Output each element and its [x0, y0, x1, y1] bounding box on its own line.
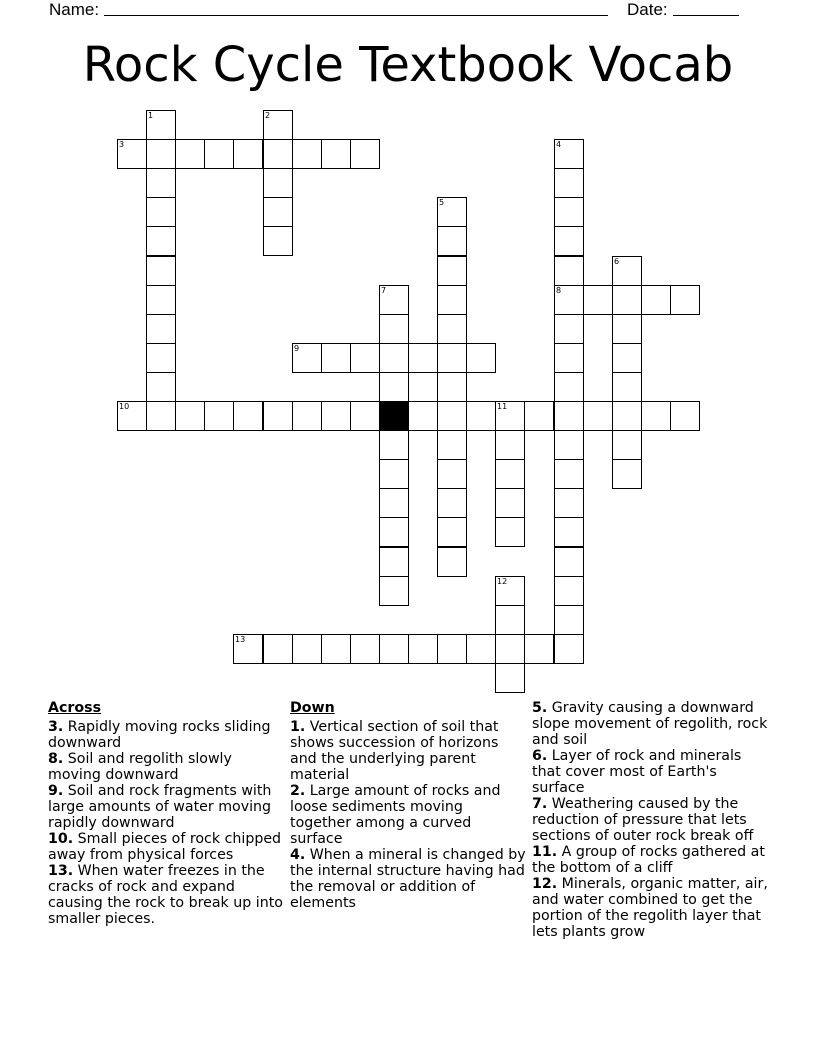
clue-down-5	[532, 700, 768, 748]
grid-cell[interactable]	[379, 488, 409, 518]
clue-down-11	[532, 844, 768, 876]
clue-text: Small pieces of rock chipped away from physical forces	[48, 831, 282, 863]
grid-cell[interactable]	[146, 197, 176, 227]
clue-down-6	[532, 748, 768, 796]
grid-cell[interactable]	[583, 285, 613, 315]
grid-cell[interactable]	[233, 401, 263, 431]
grid-cell[interactable]	[146, 110, 176, 140]
grid-cell[interactable]	[437, 401, 467, 431]
clue-number: 13.	[48, 863, 74, 879]
clue-number: 3.	[48, 719, 64, 735]
grid-cell[interactable]	[437, 343, 467, 373]
clue-number-label: 4	[556, 140, 562, 149]
grid-cell[interactable]	[495, 634, 525, 664]
grid-cell[interactable]	[554, 401, 584, 431]
black-square	[379, 401, 409, 431]
grid-cell[interactable]	[379, 372, 409, 402]
grid-cell[interactable]	[379, 285, 409, 315]
grid-cell[interactable]	[495, 459, 525, 489]
grid-cell[interactable]	[524, 401, 554, 431]
page-title: Rock Cycle Textbook Vocab	[82, 37, 734, 93]
grid-cell[interactable]	[437, 634, 467, 664]
grid-cell[interactable]	[379, 576, 409, 606]
grid-cell[interactable]	[554, 139, 584, 169]
grid-cell[interactable]	[524, 634, 554, 664]
clue-down-7	[532, 796, 768, 844]
grid-cell[interactable]	[379, 517, 409, 547]
grid-cell[interactable]	[263, 634, 293, 664]
grid-cell[interactable]	[554, 547, 584, 577]
grid-cell[interactable]	[495, 663, 525, 693]
clue-number: 1.	[290, 719, 306, 735]
clue-number-label: 2	[265, 111, 271, 120]
grid-cell[interactable]	[263, 139, 293, 169]
grid-cell[interactable]	[146, 226, 176, 256]
grid-cell[interactable]	[204, 139, 234, 169]
grid-cell[interactable]	[554, 517, 584, 547]
grid-cell[interactable]	[437, 547, 467, 577]
clue-number-label: 3	[119, 140, 125, 149]
grid-cell[interactable]	[146, 139, 176, 169]
name-label: Name:	[49, 0, 100, 19]
grid-cell[interactable]	[350, 401, 380, 431]
grid-cell[interactable]	[379, 430, 409, 460]
grid-cell[interactable]	[175, 401, 205, 431]
grid-cell[interactable]	[554, 197, 584, 227]
clue-number-label: 11	[497, 402, 508, 411]
down-clues	[290, 700, 526, 911]
grid-cell[interactable]	[437, 488, 467, 518]
grid-cell[interactable]	[612, 430, 642, 460]
grid-cell[interactable]	[379, 547, 409, 577]
grid-cell[interactable]	[321, 343, 351, 373]
grid-cell[interactable]	[204, 401, 234, 431]
clue-number: 4.	[290, 847, 306, 863]
grid-cell[interactable]	[321, 634, 351, 664]
clue-text: A group of rocks gathered at the bottom of a cliff	[532, 844, 765, 876]
grid-cell[interactable]	[437, 372, 467, 402]
clue-across-8	[48, 751, 284, 783]
grid-cell[interactable]	[670, 285, 700, 315]
clue-down-1	[290, 719, 526, 783]
grid-cell[interactable]	[554, 168, 584, 198]
across-clues	[48, 700, 284, 927]
grid-cell[interactable]	[495, 401, 525, 431]
grid-cell[interactable]	[495, 430, 525, 460]
clue-text: Large amount of rocks and loose sediments moving together among a curved surface	[290, 783, 501, 847]
grid-cell[interactable]	[233, 634, 263, 664]
clue-text: Soil and regolith slowly moving downward	[48, 751, 232, 783]
clue-number-label: 5	[439, 198, 445, 207]
clue-number: 10.	[48, 831, 74, 847]
grid-cell[interactable]	[263, 110, 293, 140]
grid-cell[interactable]	[554, 256, 584, 286]
clue-down-2	[290, 783, 526, 847]
grid-cell[interactable]	[146, 285, 176, 315]
clue-text: Gravity causing a downward slope movement of regolith, rock and soil	[532, 700, 768, 748]
clue-number: 5.	[532, 700, 548, 716]
grid-cell[interactable]	[466, 343, 496, 373]
clue-number-label: 8	[556, 286, 562, 295]
grid-cell[interactable]	[292, 343, 322, 373]
grid-cell[interactable]	[554, 343, 584, 373]
clue-number-label: 7	[381, 286, 387, 295]
grid-cell[interactable]	[437, 197, 467, 227]
grid-cell[interactable]	[233, 139, 263, 169]
grid-cell[interactable]	[612, 459, 642, 489]
grid-cell[interactable]	[554, 634, 584, 664]
grid-cell[interactable]	[641, 401, 671, 431]
grid-cell[interactable]	[146, 314, 176, 344]
grid-cell[interactable]	[554, 226, 584, 256]
clue-down-12	[532, 876, 768, 940]
grid-cell[interactable]	[146, 401, 176, 431]
grid-cell[interactable]	[437, 517, 467, 547]
down-heading: Down	[290, 700, 335, 716]
grid-cell[interactable]	[437, 459, 467, 489]
grid-cell[interactable]	[612, 372, 642, 402]
clue-number-label: 6	[614, 257, 620, 266]
grid-cell[interactable]	[583, 401, 613, 431]
down-clues-continued	[532, 700, 768, 940]
grid-cell[interactable]	[321, 139, 351, 169]
grid-cell[interactable]	[612, 285, 642, 315]
clue-number: 12.	[532, 876, 558, 892]
clue-text: Layer of rock and minerals that cover most of Earth's surface	[532, 748, 742, 796]
clue-number-label: 9	[294, 344, 300, 353]
grid-cell[interactable]	[146, 343, 176, 373]
grid-cell[interactable]	[292, 139, 322, 169]
clue-across-10	[48, 831, 284, 863]
grid-cell[interactable]	[117, 139, 147, 169]
clue-number: 6.	[532, 748, 548, 764]
clue-across-9	[48, 783, 284, 831]
clue-text: Soil and rock fragments with large amounts of water moving rapidly downward	[48, 783, 272, 831]
grid-cell[interactable]	[379, 343, 409, 373]
grid-cell[interactable]	[292, 401, 322, 431]
grid-cell[interactable]	[495, 488, 525, 518]
grid-cell[interactable]	[612, 343, 642, 373]
grid-cell[interactable]	[641, 285, 671, 315]
grid-cell[interactable]	[175, 139, 205, 169]
grid-cell[interactable]	[263, 226, 293, 256]
grid-cell[interactable]	[437, 314, 467, 344]
date-label: Date:	[627, 0, 668, 19]
grid-cell[interactable]	[437, 256, 467, 286]
grid-cell[interactable]	[408, 343, 438, 373]
grid-cell[interactable]	[670, 401, 700, 431]
grid-cell[interactable]	[408, 634, 438, 664]
grid-cell[interactable]	[437, 226, 467, 256]
grid-cell[interactable]	[495, 517, 525, 547]
clue-number-label: 10	[119, 402, 130, 411]
grid-cell[interactable]	[612, 401, 642, 431]
grid-cell[interactable]	[146, 168, 176, 198]
clue-text: Weathering caused by the reduction of pressure that lets sections of outer rock break off	[532, 796, 754, 844]
grid-cell[interactable]	[466, 401, 496, 431]
grid-cell[interactable]	[379, 459, 409, 489]
grid-cell[interactable]	[554, 459, 584, 489]
clue-number: 9.	[48, 783, 64, 799]
grid-cell[interactable]	[263, 401, 293, 431]
grid-cell[interactable]	[292, 634, 322, 664]
clue-number-label: 12	[497, 577, 508, 586]
clue-text: When water freezes in the cracks of rock and expand causing the rock to break up into smaller pieces.	[48, 863, 283, 927]
grid-cell[interactable]	[554, 314, 584, 344]
grid-cell[interactable]	[554, 488, 584, 518]
clue-number: 7.	[532, 796, 548, 812]
grid-cell[interactable]	[350, 634, 380, 664]
grid-cell[interactable]	[554, 430, 584, 460]
grid-cell[interactable]	[408, 401, 438, 431]
clue-number: 11.	[532, 844, 558, 860]
grid-cell[interactable]	[146, 256, 176, 286]
grid-cell[interactable]	[437, 285, 467, 315]
grid-cell[interactable]	[379, 314, 409, 344]
grid-cell[interactable]	[466, 634, 496, 664]
grid-cell[interactable]	[554, 576, 584, 606]
across-heading: Across	[48, 700, 102, 716]
clue-across-3	[48, 719, 284, 751]
clue-text: Rapidly moving rocks sliding downward	[48, 719, 271, 751]
clue-number-label: 13	[235, 635, 246, 644]
grid-cell[interactable]	[117, 401, 147, 431]
grid-cell[interactable]	[554, 372, 584, 402]
grid-cell[interactable]	[263, 197, 293, 227]
grid-cell[interactable]	[379, 634, 409, 664]
grid-cell[interactable]	[437, 430, 467, 460]
clue-across-13	[48, 863, 284, 927]
clue-down-4	[290, 847, 526, 911]
grid-cell[interactable]	[554, 285, 584, 315]
grid-cell[interactable]	[146, 372, 176, 402]
grid-cell[interactable]	[350, 139, 380, 169]
clue-number: 8.	[48, 751, 64, 767]
grid-cell[interactable]	[495, 605, 525, 635]
grid-cell[interactable]	[612, 314, 642, 344]
clue-text: Minerals, organic matter, air, and water combined to get the portion of the regolith layer that lets plants grow	[532, 876, 768, 940]
clue-number-label: 1	[148, 111, 154, 120]
grid-cell[interactable]	[612, 256, 642, 286]
clue-text: Vertical section of soil that shows succession of horizons and the underlying parent material	[290, 719, 499, 783]
clue-number: 2.	[290, 783, 306, 799]
grid-cell[interactable]	[321, 401, 351, 431]
grid-cell[interactable]	[554, 605, 584, 635]
grid-cell[interactable]	[263, 168, 293, 198]
grid-cell[interactable]	[350, 343, 380, 373]
clue-text: When a mineral is changed by the internal structure having had the removal or addition of elements	[290, 847, 526, 911]
grid-cell[interactable]	[495, 576, 525, 606]
